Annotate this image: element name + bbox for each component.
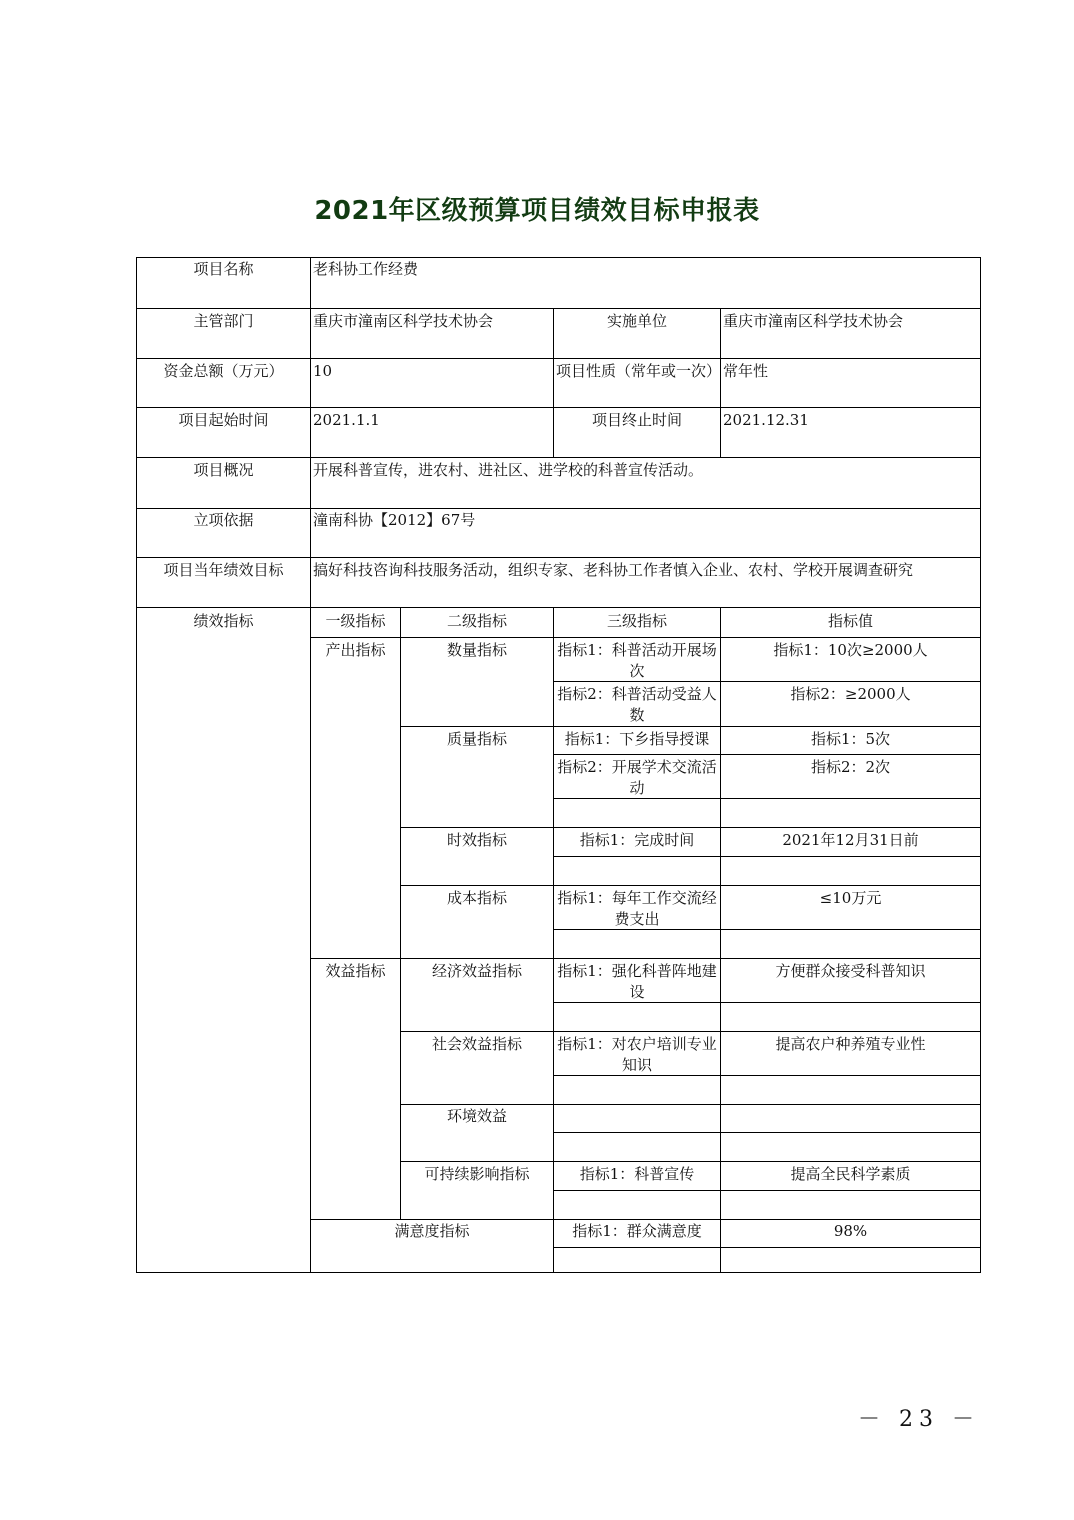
level2-timeliness: 时效指标 xyxy=(446,831,507,849)
indicator-s1: 指标1：对农户培训专业知识 xyxy=(557,1035,717,1074)
indicator-sat1-value: 98% xyxy=(833,1222,868,1240)
row-divider xyxy=(310,958,981,959)
indicator-c1-value: ≤10万元 xyxy=(819,889,882,907)
level2-cost: 成本指标 xyxy=(446,889,507,907)
row-divider xyxy=(136,358,981,359)
goal-label: 项目当年绩效目标 xyxy=(163,561,284,579)
indicator-q2-value: 指标2：≥2000人 xyxy=(790,685,911,703)
dept-label: 主管部门 xyxy=(193,312,254,330)
perf-header-level3: 三级指标 xyxy=(606,612,667,630)
impl-label: 实施单位 xyxy=(606,312,667,330)
row-divider xyxy=(136,407,981,408)
col-divider xyxy=(310,257,311,1273)
table-border xyxy=(136,1272,981,1273)
row-divider xyxy=(400,1161,981,1162)
row-divider xyxy=(136,308,981,309)
indicator-t1-value: 2021年12月31日前 xyxy=(782,831,919,849)
dept-value: 重庆市潼南区科学技术协会 xyxy=(313,312,494,330)
indicator-ql2-value: 指标2：2次 xyxy=(810,758,891,776)
goal-value: 搞好科技咨询科技服务活动，组织专家、老科协工作者慎入企业、农村、学校开展调查研究 xyxy=(313,561,914,579)
row-divider xyxy=(136,508,981,509)
nature-label: 项目性质（常年或一次） xyxy=(556,362,722,380)
table-border xyxy=(980,257,981,1273)
row-divider xyxy=(136,457,981,458)
col-divider xyxy=(720,308,721,458)
indicator-e1-value: 方便群众接受科普知识 xyxy=(775,962,926,980)
overview-label: 项目概况 xyxy=(193,461,254,479)
page-title: 2021年区级预算项目绩效目标申报表 xyxy=(314,196,760,226)
row-divider xyxy=(310,1219,981,1220)
col-divider xyxy=(400,607,401,1219)
indicator-ql1: 指标1：下乡指导授课 xyxy=(564,730,710,748)
row-divider xyxy=(400,827,981,828)
perf-label: 绩效指标 xyxy=(193,612,254,630)
row-divider xyxy=(400,885,981,886)
row-divider xyxy=(400,726,981,727)
basis-label: 立项依据 xyxy=(193,511,254,529)
indicator-q2: 指标2：科普活动受益人数 xyxy=(557,685,717,724)
project-name-label: 项目名称 xyxy=(193,260,254,278)
impl-value: 重庆市潼南区科学技术协会 xyxy=(723,312,904,330)
row-divider xyxy=(310,637,981,638)
table-border xyxy=(136,257,981,258)
indicator-q1-value: 指标1：10次≥2000人 xyxy=(773,641,928,659)
fund-label: 资金总额（万元） xyxy=(163,362,284,380)
fund-value: 10 xyxy=(313,362,333,380)
start-label: 项目起始时间 xyxy=(178,411,269,429)
indicator-ql2: 指标2：开展学术交流活动 xyxy=(557,758,717,797)
perf-header-level1: 一级指标 xyxy=(325,612,386,630)
perf-header-level2: 二级指标 xyxy=(446,612,507,630)
nature-value: 常年性 xyxy=(723,362,769,380)
row-divider xyxy=(553,1132,981,1133)
row-divider xyxy=(553,856,981,857)
level2-social: 社会效益指标 xyxy=(431,1035,522,1053)
indicator-sat1: 指标1：群众满意度 xyxy=(572,1222,702,1240)
row-divider xyxy=(553,1247,981,1248)
level2-environment: 环境效益 xyxy=(446,1107,507,1125)
row-divider xyxy=(553,1190,981,1191)
level1-satisfaction: 满意度指标 xyxy=(394,1222,470,1240)
indicator-su1-value: 提高全民科学素质 xyxy=(790,1165,911,1183)
indicator-c1: 指标1：每年工作交流经费支出 xyxy=(557,889,717,928)
row-divider xyxy=(400,1104,981,1105)
end-label: 项目终止时间 xyxy=(591,411,682,429)
overview-value: 开展科普宣传，进农村、进社区、进学校的科普宣传活动。 xyxy=(313,461,704,479)
row-divider xyxy=(553,754,981,755)
row-divider xyxy=(136,607,981,608)
perf-header-value: 指标值 xyxy=(827,612,873,630)
indicator-q1: 指标1：科普活动开展场次 xyxy=(557,641,717,680)
start-value: 2021.1.1 xyxy=(313,411,380,429)
page-number: － 23 － xyxy=(858,1407,980,1432)
indicator-e1: 指标1：强化科普阵地建设 xyxy=(557,962,717,1001)
project-name-value: 老科协工作经费 xyxy=(313,260,419,278)
row-divider xyxy=(136,557,981,558)
level1-benefit: 效益指标 xyxy=(325,962,386,980)
level2-sustainability: 可持续影响指标 xyxy=(424,1165,530,1183)
row-divider xyxy=(400,1031,981,1032)
end-value: 2021.12.31 xyxy=(723,411,809,429)
basis-value: 潼南科协【2012】67号 xyxy=(313,511,476,529)
level2-quantity: 数量指标 xyxy=(446,641,507,659)
indicator-s1-value: 提高农户种养殖专业性 xyxy=(775,1035,926,1053)
indicator-su1: 指标1：科普宣传 xyxy=(579,1165,695,1183)
indicator-t1: 指标1：完成时间 xyxy=(579,831,695,849)
indicator-ql1-value: 指标1：5次 xyxy=(810,730,891,748)
level2-economic: 经济效益指标 xyxy=(431,962,522,980)
level2-quality: 质量指标 xyxy=(446,730,507,748)
level1-output: 产出指标 xyxy=(325,641,386,659)
